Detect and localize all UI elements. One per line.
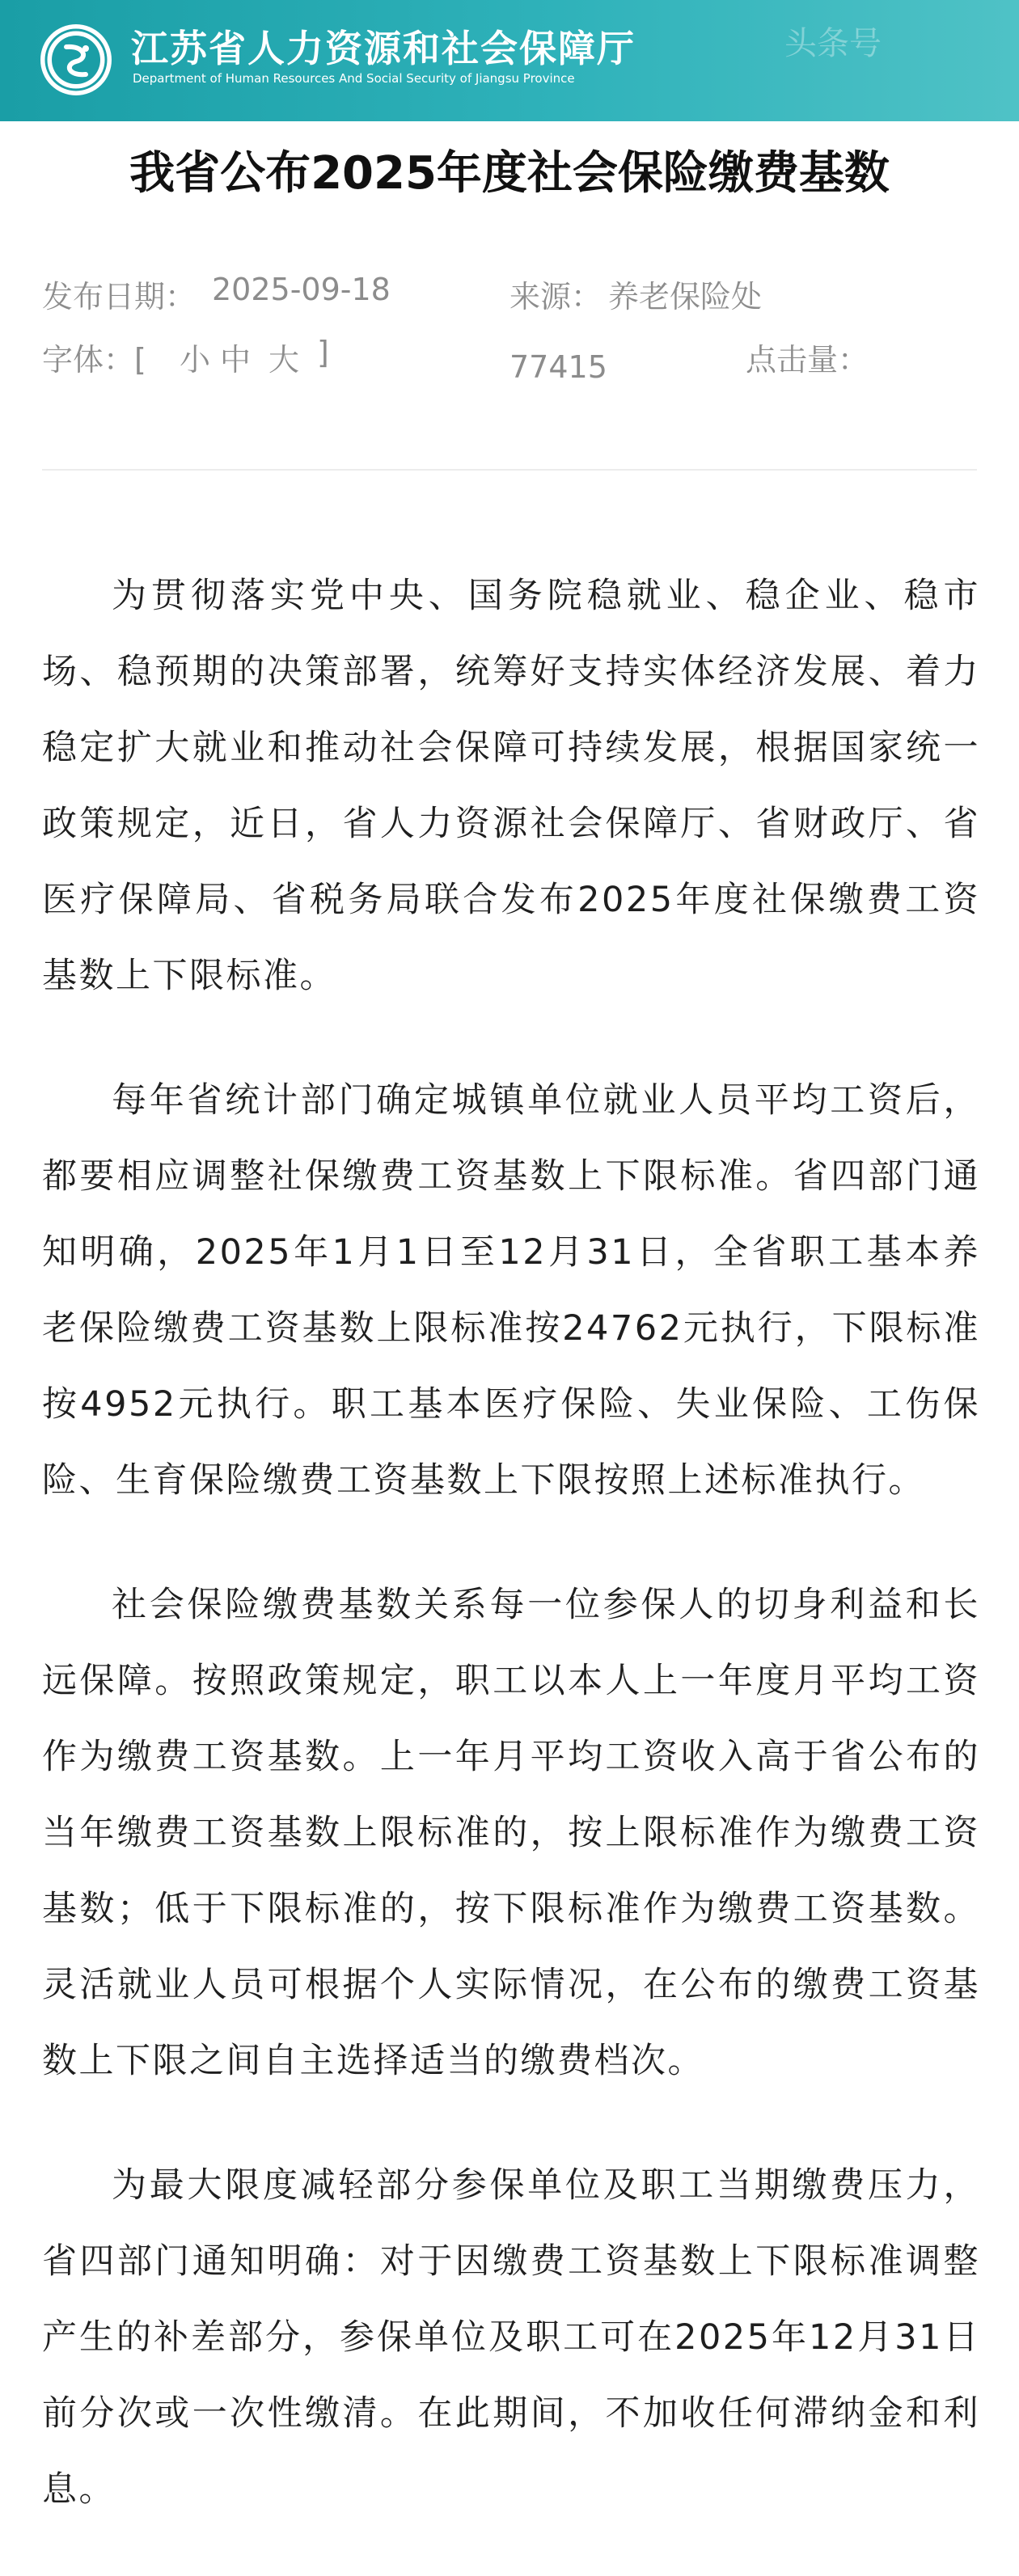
publish-date-value: 2025-09-18 (212, 272, 391, 307)
org-name-en: Department of Human Resources And Social Security of Jiangsu Province (133, 71, 575, 86)
font-size-label: 字体：[ (42, 342, 146, 378)
font-size-medium-button[interactable]: 中 (220, 342, 252, 378)
org-name-cn: 江苏省人力资源和社会保障厅 (131, 27, 636, 70)
source-label: 来源： (510, 279, 603, 315)
paragraph-1: 为贯彻落实党中央、国务院稳就业、稳企业、稳市场、稳预期的决策部署，统筹好支持实体经济发展、着力稳定扩大就业和推动社会保障可持续发展，根据国家统一政策规定，近日，省人力资源社会保障厅、省财政厅、省医疗保障局、省税务局联合发布2025年度社保缴费工资基数上下限标准。 (42, 576, 980, 996)
paragraph-4: 为最大限度减轻部分参保单位及职工当期缴费压力，省四部门通知明确：对于因缴费工资基数上下限标准调整产生的补差部分，参保单位及职工可在2025年12月31日前分次或一次性缴清。在此期间，不加收任何滞纳金和利息。 (42, 2165, 980, 2510)
article-body (42, 558, 980, 2576)
emblem-icon (39, 23, 113, 97)
watermark: 头条号 (784, 25, 882, 62)
article-title: 我省公布2025年度社会保险缴费基数 (129, 147, 890, 200)
paragraph-3: 社会保险缴费基数关系每一位参保人的切身利益和长远保障。按照政策规定，职工以本人上一年度月平均工资作为缴费工资基数。上一年月平均工资收入高于省公布的当年缴费工资基数上限标准的，按上限标准作为缴费工资基数；低于下限标准的，按下限标准作为缴费工资基数。灵活就业人员可根据个人实际情况，在公布的缴费工资基数上下限之间自主选择适当的缴费档次。 (42, 1585, 980, 2081)
font-size-small-button[interactable]: 小 (180, 342, 211, 378)
font-size-bracket-close: ] (317, 335, 329, 370)
meta-divider (42, 469, 977, 471)
view-count-value: 77415 (510, 349, 607, 385)
paragraph-2: 每年省统计部门确定城镇单位就业人员平均工资后，都要相应调整社保缴费工资基数上下限标准。省四部门通知明确，2025年1月1日至12月31日，全省职工基本养老保险缴费工资基数上限标准按24762元执行，下限标准按4952元执行。职工基本医疗保险、失业保险、工伤保险、生育保险缴费工资基数上下限按照上述标准执行。 (42, 1080, 980, 1501)
source-value: 养老保险处 (608, 279, 763, 315)
font-size-large-button[interactable]: 大 (268, 342, 300, 378)
site-header (0, 0, 1019, 121)
view-count-label: 点击量： (746, 342, 869, 378)
publish-date-label: 发布日期： (42, 279, 197, 315)
